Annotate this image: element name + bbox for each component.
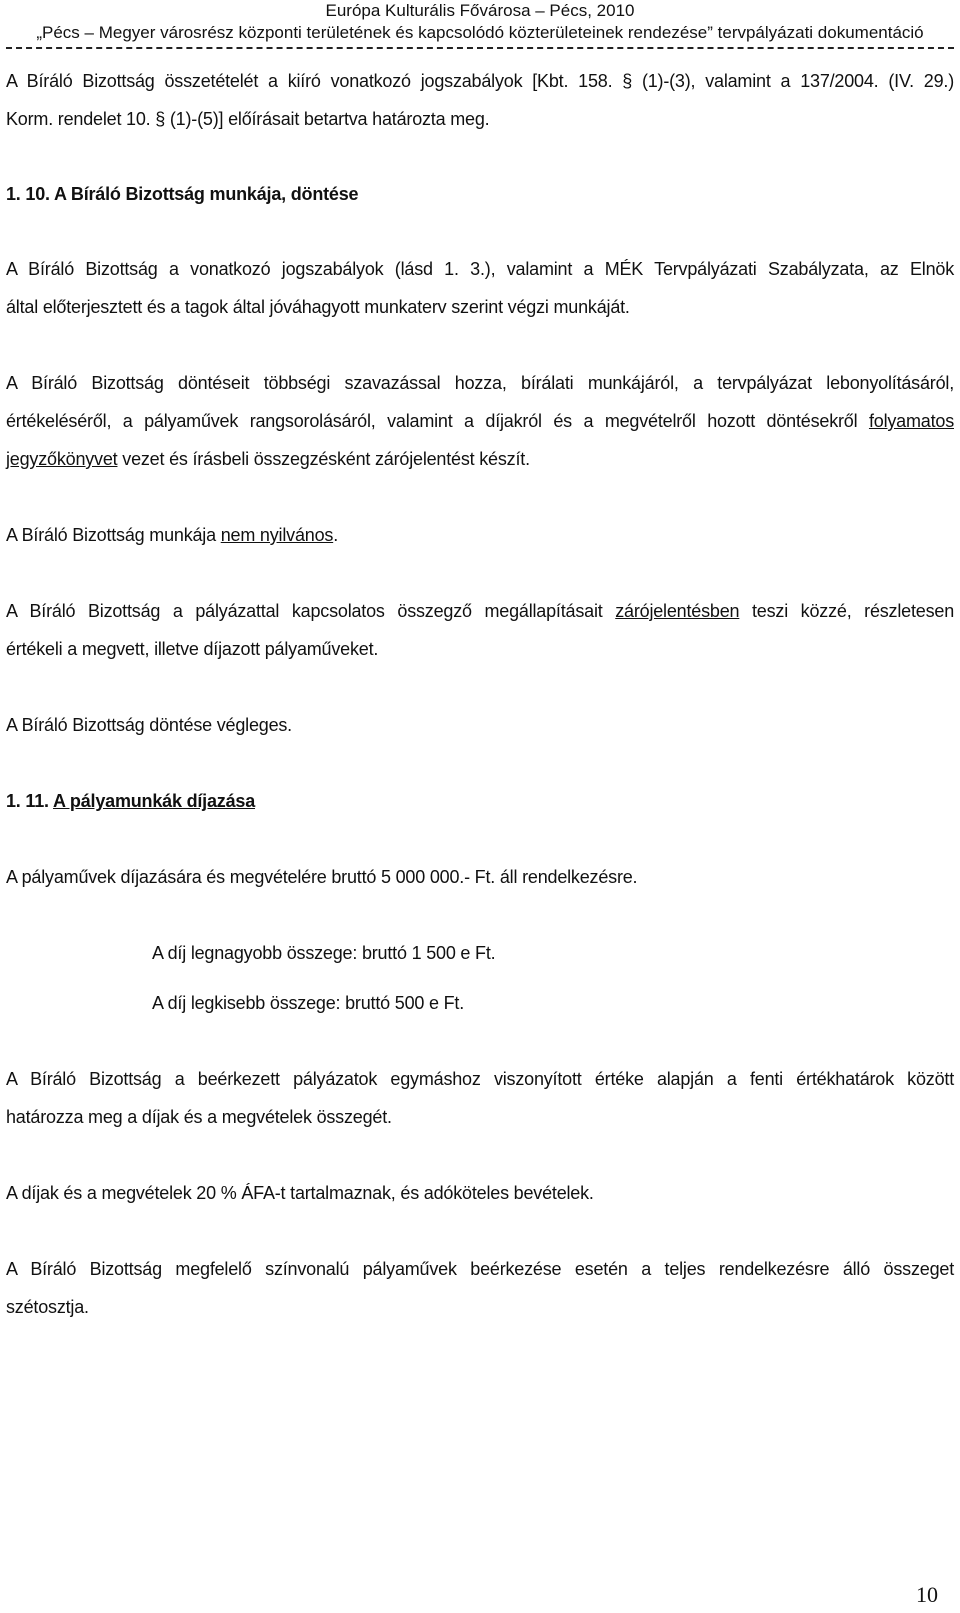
section-number: 1. 11. bbox=[6, 791, 49, 811]
not-public-text: A Bíráló Bizottság munkája bbox=[6, 525, 221, 545]
underlined-term-jegyzokonyvet: jegyzőkönyvet bbox=[6, 449, 118, 469]
prize-max-line: A díj legnagyobb összege: bruttó 1 500 e Ft. bbox=[152, 943, 496, 963]
section-title: A pályamunkák díjazása bbox=[52, 791, 256, 811]
decisions-text: értékeléséről, a pályaművek rangsorolásáról, valamint a díjakról és a megvételről hozott döntésekről bbox=[6, 411, 869, 431]
underlined-term-zarojelentesben: zárójelentésben bbox=[615, 601, 740, 621]
paragraph-prize-pool: A pályaművek díjazására és megvételére bruttó 5 000 000.- Ft. áll rendelkezésre. bbox=[6, 867, 638, 887]
paragraph-decisions-line-2 bbox=[6, 402, 954, 440]
paragraph-work-line-1: A Bíráló Bizottság a vonatkozó jogszabályok (lásd 1. 3.), valamint a MÉK Tervpályázati Szabályzata, az Elnök bbox=[6, 259, 954, 279]
header-subtitle: „Pécs – Megyer városrész központi területének és kapcsolódó közterületeinek rendezése” tervpályázati dokumentáció bbox=[36, 23, 924, 42]
paragraph-determine-line-1: A Bíráló Bizottság a beérkezett pályázatok egymáshoz viszonyított értéke alapján a fenti értékhatárok között bbox=[6, 1069, 954, 1089]
paragraph-decisions-line-1: A Bíráló Bizottság döntéseit többségi szavazással hozza, bírálati munkájáról, a tervpályázat lebonyolításáról, bbox=[6, 373, 954, 393]
paragraph-vat: A díjak és a megvételek 20 % ÁFA-t tartalmaznak, és adóköteles bevételek. bbox=[6, 1183, 594, 1203]
paragraph-final-report-line-2: értékeli a megvett, illetve díjazott pályaműveket. bbox=[6, 639, 379, 659]
underlined-term-folyamatos: folyamatos bbox=[868, 411, 954, 431]
paragraph-final-decision: A Bíráló Bizottság döntése végleges. bbox=[6, 715, 292, 735]
underlined-term-nem-nyilvanos: nem nyilvános bbox=[220, 525, 334, 545]
paragraph-not-public bbox=[6, 516, 954, 554]
decisions-text-end: vezet és írásbeli összegzésként zárójelentést készít. bbox=[117, 449, 530, 469]
page-number: 10 bbox=[916, 1582, 938, 1607]
paragraph-final-report-line-1 bbox=[6, 592, 954, 630]
not-public-period: . bbox=[333, 525, 338, 545]
paragraph-distribute-line-2: szétosztja. bbox=[6, 1297, 89, 1317]
prize-min-line: A díj legkisebb összege: bruttó 500 e Ft. bbox=[152, 993, 464, 1013]
section-heading-1-10: 1. 10. A Bíráló Bizottság munkája, döntése bbox=[6, 184, 359, 204]
header-title: Európa Kulturális Fővárosa – Pécs, 2010 bbox=[325, 1, 635, 20]
final-report-text-end: teszi közzé, részletesen bbox=[739, 601, 955, 621]
paragraph-determine-line-2: határozza meg a díjak és a megvételek összegét. bbox=[6, 1107, 392, 1127]
paragraph-decisions-line-3 bbox=[6, 440, 954, 478]
page-header bbox=[0, 0, 960, 44]
final-report-text: A Bíráló Bizottság a pályázattal kapcsolatos összegző megállapításait bbox=[6, 601, 616, 621]
section-heading-1-11 bbox=[6, 782, 954, 820]
paragraph-distribute-line-1: A Bíráló Bizottság megfelelő színvonalú pályaművek beérkezése esetén a teljes rendelkezésre álló összeget bbox=[6, 1259, 954, 1279]
paragraph-committee-composition-line-2: Korm. rendelet 10. § (1)-(5)] előírásait betartva határozta meg. bbox=[6, 109, 490, 129]
paragraph-committee-composition-line-1: A Bíráló Bizottság összetételét a kiíró vonatkozó jogszabályok [Kbt. 158. § (1)-(3), valamint a 137/2004. (IV. 29.) bbox=[6, 71, 954, 91]
header-divider bbox=[6, 47, 954, 49]
paragraph-work-line-2: által előterjesztett és a tagok által jóváhagyott munkaterv szerint végzi munkáját. bbox=[6, 297, 630, 317]
